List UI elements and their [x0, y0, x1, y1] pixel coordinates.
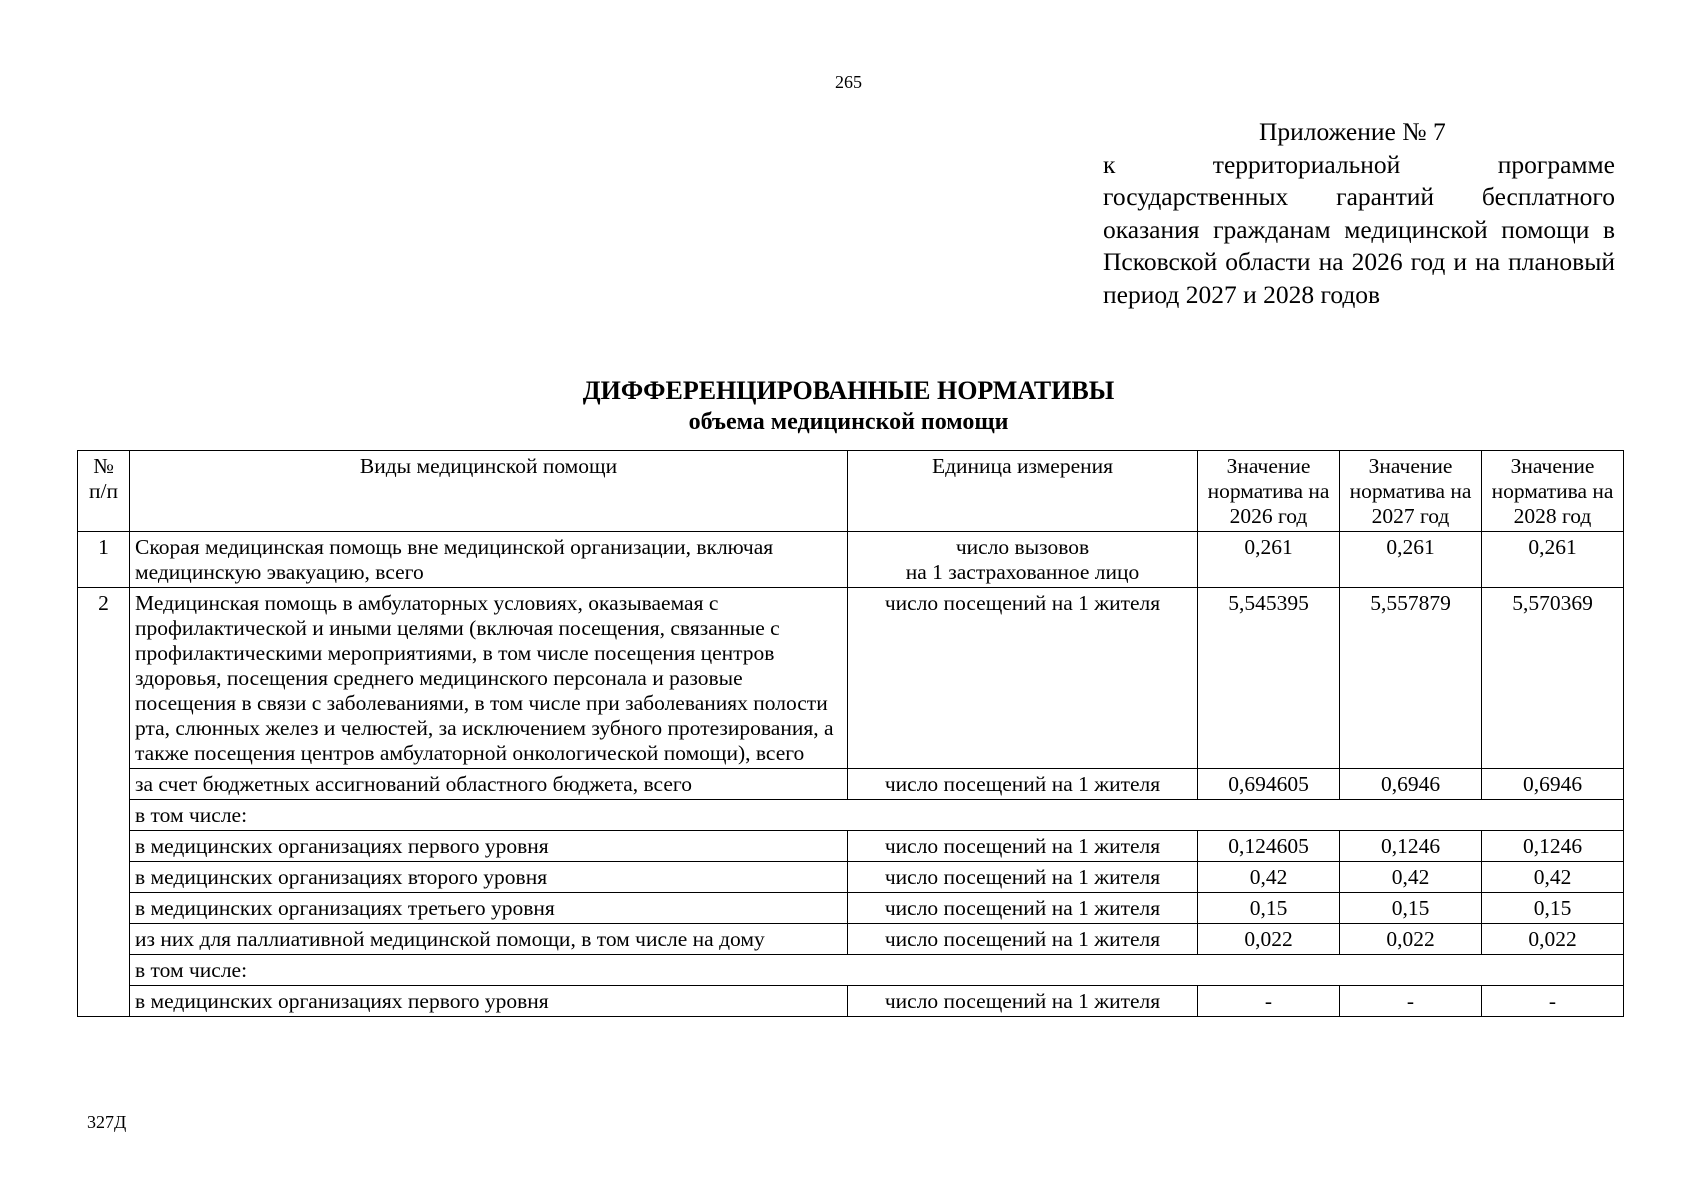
header-2027: Значение норматива на 2027 год — [1340, 451, 1482, 532]
row-value-2027: - — [1340, 986, 1482, 1017]
header-2028: Значение норматива на 2028 год — [1482, 451, 1624, 532]
row-unit: число посещений на 1 жителя — [848, 588, 1198, 769]
header-unit: Единица измерения — [848, 451, 1198, 532]
header-type: Виды медицинской помощи — [130, 451, 848, 532]
row-unit: число посещений на 1 жителя — [848, 862, 1198, 893]
including-label: в том числе: — [130, 800, 1624, 831]
row-unit: число посещений на 1 жителя — [848, 769, 1198, 800]
row-value-2028: 0,6946 — [1482, 769, 1624, 800]
appendix-body: к территориальной программе государственных гарантий бесплатного оказания гражданам медицинской помощи в Псковской области на 2026 год и на плановый период 2027 и 2028 годов — [1103, 149, 1615, 309]
row-value-2027: 5,557879 — [1340, 588, 1482, 769]
row-value-2028: 0,15 — [1482, 893, 1624, 924]
row-num: 1 — [78, 532, 130, 588]
row-unit: число посещений на 1 жителя — [848, 924, 1198, 955]
row-type: в медицинских организациях первого уровня — [130, 986, 848, 1017]
row-value-2027: 0,261 — [1340, 532, 1482, 588]
row-value-2026: - — [1198, 986, 1340, 1017]
row-unit-line1: число вызовов — [955, 535, 1090, 559]
row-value-2026: 0,022 — [1198, 924, 1340, 955]
page-number: 265 — [835, 72, 862, 92]
row-value-2028: 0,261 — [1482, 532, 1624, 588]
table-row — [78, 588, 1624, 769]
heading-sub: объема медицинской помощи — [688, 409, 1009, 435]
row-type: в медицинских организациях третьего уровня — [130, 893, 848, 924]
row-value-2028: 5,570369 — [1482, 588, 1624, 769]
table-row — [78, 924, 1624, 955]
row-value-2028: 0,1246 — [1482, 831, 1624, 862]
row-value-2027: 0,15 — [1340, 893, 1482, 924]
row-type: Медицинская помощь в амбулаторных условиях, оказываемая с профилактической и иными целями (включая посещения, связанные с профилактическими мероприятиями, в том числе посещения центров здоровья, посещения среднего медицинского персонала и разовые посещения в связи с заболеваниями, в том числе при заболеваниях полости рта, слюнных желез и челюстей, за исключением зубного протезирования, а также посещения центров амбулаторной онкологической помощи), всего — [130, 588, 848, 769]
header-num: № п/п — [78, 451, 130, 532]
table-header-row — [78, 451, 1624, 532]
table-row — [78, 955, 1624, 986]
row-value-2026: 0,694605 — [1198, 769, 1340, 800]
appendix-title: Приложение № 7 — [1259, 117, 1446, 146]
table-row — [78, 769, 1624, 800]
norms-table — [77, 450, 1624, 1017]
row-value-2028: 0,022 — [1482, 924, 1624, 955]
row-value-2027: 0,6946 — [1340, 769, 1482, 800]
row-value-2026: 5,545395 — [1198, 588, 1340, 769]
row-value-2026: 0,15 — [1198, 893, 1340, 924]
table-row — [78, 986, 1624, 1017]
row-value-2027: 0,022 — [1340, 924, 1482, 955]
row-unit: число посещений на 1 жителя — [848, 831, 1198, 862]
table-row — [78, 862, 1624, 893]
table-row — [78, 800, 1624, 831]
footer-code: 327Д — [87, 1112, 127, 1132]
table-row — [78, 893, 1624, 924]
row-type: в медицинских организациях второго уровня — [130, 862, 848, 893]
row-type: в медицинских организациях первого уровня — [130, 831, 848, 862]
table-row — [78, 831, 1624, 862]
header-2026: Значение норматива на 2026 год — [1198, 451, 1340, 532]
row-type: Скорая медицинская помощь вне медицинской организации, включая медицинскую эвакуацию, всего — [130, 532, 848, 588]
row-value-2026: 0,261 — [1198, 532, 1340, 588]
row-value-2026: 0,124605 — [1198, 831, 1340, 862]
row-type: за счет бюджетных ассигнований областного бюджета, всего — [130, 769, 848, 800]
row-unit-line2: на 1 застрахованное лицо — [905, 560, 1140, 584]
appendix-block — [1103, 116, 1615, 311]
row-unit — [848, 532, 1198, 588]
row-value-2026: 0,42 — [1198, 862, 1340, 893]
row-value-2027: 0,1246 — [1340, 831, 1482, 862]
row-num: 2 — [78, 588, 130, 1017]
row-value-2028: - — [1482, 986, 1624, 1017]
document-heading — [0, 375, 1697, 437]
row-type: из них для паллиативной медицинской помощи, в том числе на дому — [130, 924, 848, 955]
row-value-2028: 0,42 — [1482, 862, 1624, 893]
including-label: в том числе: — [130, 955, 1624, 986]
heading-main: ДИФФЕРЕНЦИРОВАННЫЕ НОРМАТИВЫ — [582, 376, 1115, 405]
row-value-2027: 0,42 — [1340, 862, 1482, 893]
row-unit: число посещений на 1 жителя — [848, 893, 1198, 924]
row-unit: число посещений на 1 жителя — [848, 986, 1198, 1017]
table-row — [78, 532, 1624, 588]
